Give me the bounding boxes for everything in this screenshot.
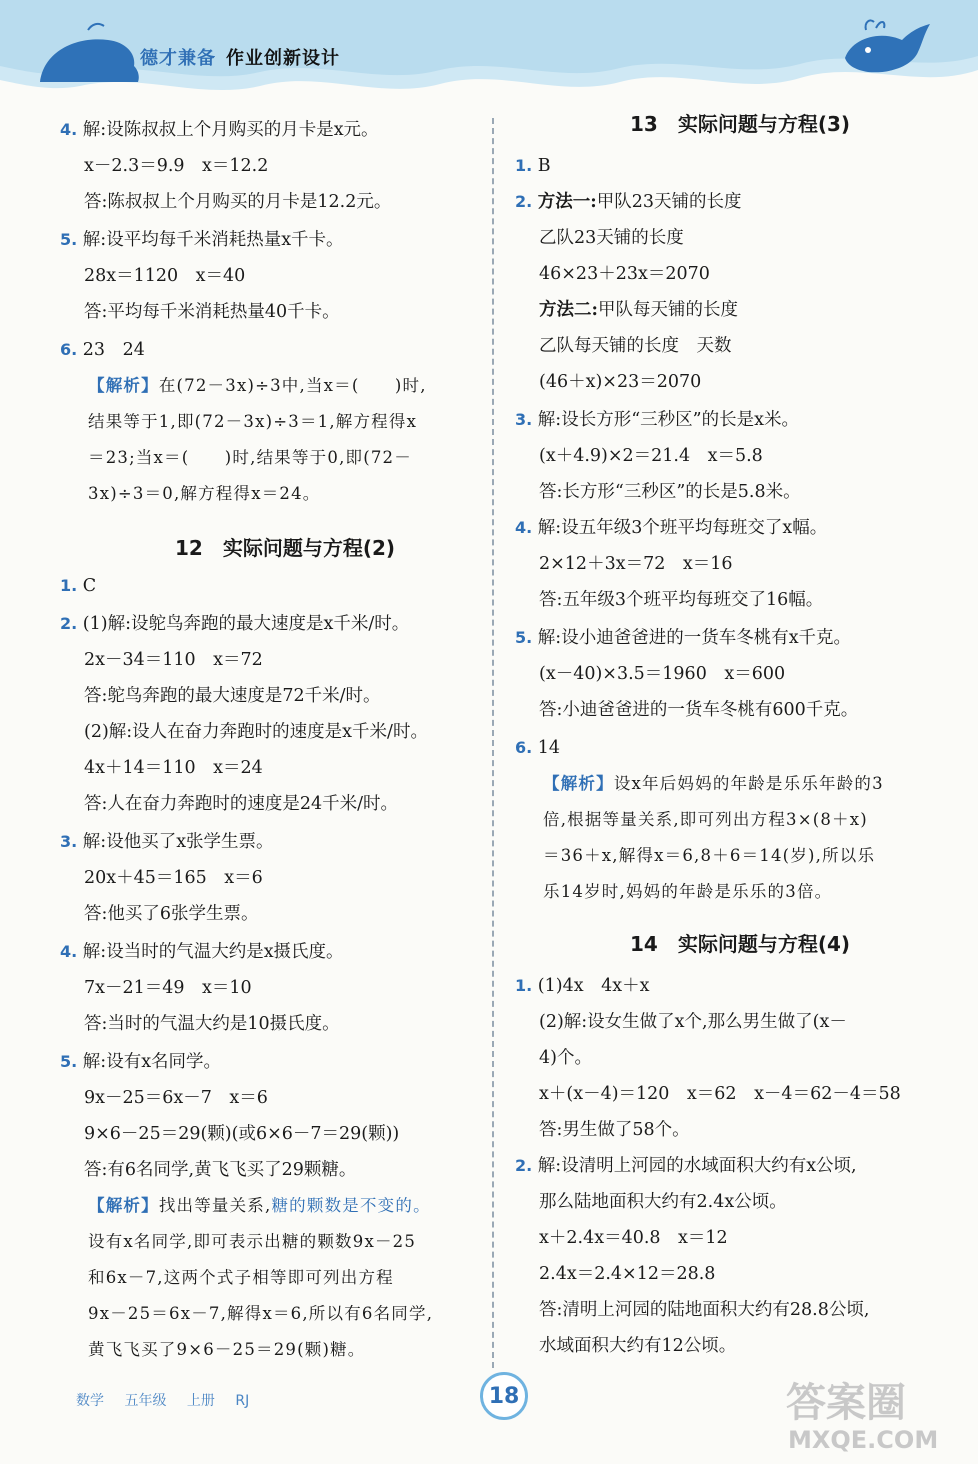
- right-line: [539, 370, 701, 394]
- line-text: 23 24: [82, 340, 145, 360]
- right-line: [515, 626, 851, 650]
- method-label: 方法二:: [539, 300, 598, 320]
- question-number: 2.: [60, 614, 78, 633]
- line-text: 结果等于1,即(72－3x)÷3＝1,解方程得x: [88, 412, 418, 431]
- question-number: 4.: [60, 942, 78, 961]
- page-number: 18: [480, 1372, 528, 1420]
- right-line: [539, 1334, 736, 1358]
- right-line: [543, 880, 832, 904]
- footer-subject: 数学: [76, 1393, 104, 1409]
- line-text: 答:清明上河园的陆地面积大约有28.8公顷,: [539, 1300, 870, 1320]
- line-text: 解:设陈叔叔上个月购买的月卡是x元。: [82, 120, 379, 140]
- analysis-tag: 【解析】: [88, 1196, 159, 1215]
- question-number: 3.: [60, 832, 78, 851]
- left-line: [84, 1122, 399, 1146]
- left-line: [88, 1338, 366, 1362]
- right-line: [539, 662, 785, 686]
- line-text: 乐14岁时,妈妈的年龄是乐乐的3倍。: [543, 882, 833, 901]
- watermark-text: 答案圈: [786, 1380, 906, 1426]
- left-line: [88, 1266, 394, 1290]
- right-line: [539, 552, 732, 576]
- right-line: [539, 298, 738, 322]
- right-line: [515, 736, 560, 760]
- line-text: (46＋x)×23＝2070: [539, 372, 702, 392]
- line-text: 解:设五年级3个班平均每班交了x幅。: [537, 518, 828, 538]
- line-text: 黄飞飞买了9×6－25＝29(颗)糖。: [88, 1340, 366, 1359]
- right-line: [539, 1226, 728, 1250]
- line-text: 答:有6名同学,黄飞飞买了29颗糖。: [84, 1160, 357, 1180]
- line-text: 答:五年级3个班平均每班交了16幅。: [539, 590, 824, 610]
- question-number: 1.: [515, 156, 533, 175]
- question-number: 3.: [515, 410, 533, 429]
- right-line: [515, 190, 742, 214]
- line-text: 4)个。: [539, 1048, 592, 1068]
- left-line: [60, 228, 344, 252]
- line-text: ＝23;当x＝( )时,结果等于0,即(72－: [88, 448, 412, 467]
- left-line: [84, 792, 398, 816]
- page-header: [0, 0, 978, 96]
- line-text: 答:人在奋力奔跑时的速度是24千米/时。: [84, 794, 399, 814]
- left-line: [84, 300, 340, 324]
- line-text: 答:陈叔叔上个月购买的月卡是12.2元。: [84, 192, 392, 212]
- line-text: 答:鸵鸟奔跑的最大速度是72千米/时。: [84, 686, 381, 706]
- left-line: [84, 1086, 268, 1110]
- line-text: 甲队23天铺的长度: [596, 192, 742, 212]
- line-text: 20x＋45＝165 x＝6: [84, 868, 263, 888]
- left-line: [84, 756, 263, 780]
- left-line: [60, 574, 96, 598]
- line-text: 那么陆地面积大约有2.4x公顷。: [539, 1192, 787, 1212]
- right-line: [539, 226, 684, 250]
- question-number: 2.: [515, 192, 533, 211]
- line-text: (2)解:设人在奋力奔跑时的速度是x千米/时。: [84, 722, 428, 742]
- line-text: 答:平均每千米消耗热量40千卡。: [84, 302, 340, 322]
- line-text: 和6x－7,这两个式子相等即可列出方程: [88, 1268, 394, 1287]
- question-number: 5.: [60, 1052, 78, 1071]
- right-line: [543, 844, 875, 868]
- left-line: [84, 720, 428, 744]
- line-text: (2)解:设女生做了x个,那么男生做了(x－: [539, 1012, 847, 1032]
- question-number: 6.: [515, 738, 533, 757]
- left-line: [60, 940, 344, 964]
- right-line: [515, 974, 649, 998]
- line-text: 9x－25＝6x－7 x＝6: [84, 1088, 268, 1108]
- line-text: 2.4x＝2.4×12＝28.8: [539, 1264, 716, 1284]
- right-line: [539, 334, 732, 358]
- section-title: 13 实际问题与方程(3): [629, 112, 851, 136]
- right-line: [539, 1082, 901, 1106]
- line-text: 解:设长方形“三秒区”的长是x米。: [537, 410, 799, 430]
- question-number: 2.: [515, 1156, 533, 1175]
- line-text: 2×12＋3x＝72 x＝16: [539, 554, 733, 574]
- line-text: x＋2.4x＝40.8 x＝12: [539, 1228, 728, 1248]
- left-line: [88, 1230, 416, 1254]
- question-number: 6.: [60, 340, 78, 359]
- question-number: 4.: [515, 518, 533, 537]
- line-text: 答:长方形“三秒区”的长是5.8米。: [539, 482, 801, 502]
- right-line: [539, 444, 763, 468]
- footer-info: [76, 1390, 265, 1410]
- left-line: [88, 374, 427, 398]
- line-text: 倍,根据等量关系,即可列出方程3×(8＋x): [543, 810, 868, 829]
- left-line: [84, 190, 391, 214]
- right-line: [539, 1010, 847, 1034]
- left-line: [60, 118, 379, 142]
- line-text: 2x－34＝110 x＝72: [84, 650, 263, 670]
- line-text: 在(72－3x)÷3中,当x＝( )时,: [158, 376, 427, 395]
- line-text: (1)解:设鸵鸟奔跑的最大速度是x千米/时。: [82, 614, 410, 634]
- question-number: 4.: [60, 120, 78, 139]
- left-line: [84, 1012, 340, 1036]
- line-text: 28x＝1120 x＝40: [84, 266, 246, 286]
- line-text: 乙队23天铺的长度: [539, 228, 684, 248]
- line-text: (x＋4.9)×2＝21.4 x＝5.8: [539, 446, 763, 466]
- line-text: 解:设清明上河园的水域面积大约有x公顷,: [537, 1156, 857, 1176]
- line-text: 14: [537, 738, 561, 758]
- right-line: [539, 262, 710, 286]
- left-line: [84, 976, 252, 1000]
- left-line: [60, 612, 409, 636]
- line-text: 7x－21＝49 x＝10: [84, 978, 252, 998]
- line-text: 设有x名同学,即可表示出糖的颗数9x－25: [88, 1232, 417, 1251]
- line-text: x＋(x－4)＝120 x＝62 x－4＝62－4＝58: [539, 1084, 901, 1104]
- right-line: [539, 1298, 869, 1322]
- line-text: (1)4x 4x＋x: [537, 976, 650, 996]
- line-text: 乙队每天铺的长度 天数: [539, 336, 732, 356]
- footer-volume: 上册: [186, 1393, 215, 1409]
- column-divider: [492, 118, 494, 1368]
- right-line: [539, 1118, 690, 1142]
- left-line: [88, 1302, 433, 1326]
- right-line: [539, 698, 858, 722]
- line-text: 9×6－25＝29(颗)(或6×6－7＝29(颗)): [84, 1124, 400, 1144]
- question-number: 5.: [515, 628, 533, 647]
- question-number: 1.: [60, 576, 78, 595]
- section-title: 14 实际问题与方程(4): [629, 932, 851, 956]
- right-line: [515, 408, 799, 432]
- left-line: [84, 264, 245, 288]
- line-text: 46×23＋23x＝2070: [539, 264, 710, 284]
- line-text: 水域面积大约有12公顷。: [539, 1336, 737, 1356]
- line-text: 答:当时的气温大约是10摄氏度。: [84, 1014, 340, 1034]
- line-text: 答:他买了6张学生票。: [84, 904, 259, 924]
- right-line: [539, 1262, 715, 1286]
- line-text: 9x－25＝6x－7,解得x＝6,所以有6名同学,: [88, 1304, 434, 1323]
- analysis-tag: 【解析】: [88, 376, 159, 395]
- left-line: [88, 482, 321, 506]
- line-text: B: [537, 156, 551, 176]
- line-text: 设x年后妈妈的年龄是乐乐年龄的3: [613, 774, 884, 793]
- right-line: [539, 1046, 592, 1070]
- right-line: [515, 516, 827, 540]
- left-line: [84, 648, 263, 672]
- line-text: 解:设平均每千米消耗热量x千卡。: [82, 230, 344, 250]
- left-line: [60, 830, 274, 854]
- line-text: 解:设他买了x张学生票。: [82, 832, 274, 852]
- left-line: [84, 154, 268, 178]
- watermark-url: MXQE.COM: [788, 1426, 939, 1454]
- left-line: [84, 866, 263, 890]
- left-line: [88, 446, 412, 470]
- watermark-logo: [782, 1370, 962, 1454]
- question-number: 1.: [515, 976, 533, 995]
- left-line: [60, 338, 145, 362]
- line-text: x－2.3＝9.9 x＝12.2: [84, 156, 269, 176]
- line-text: ＝36＋x,解得x＝6,8＋6＝14(岁),所以乐: [543, 846, 876, 865]
- line-text: 答:小迪爸爸进的一货车冬桃有600千克。: [539, 700, 859, 720]
- section-title: 12 实际问题与方程(2): [174, 536, 396, 560]
- left-line: [88, 1194, 431, 1218]
- line-text: C: [82, 576, 97, 596]
- right-line: [543, 808, 868, 832]
- right-line: [515, 154, 551, 178]
- left-line: [88, 410, 417, 434]
- right-line: [539, 480, 801, 504]
- left-line: [84, 1158, 356, 1182]
- method-label: 方法一:: [537, 192, 597, 212]
- line-text: 解:设有x名同学。: [82, 1052, 222, 1072]
- brand-title: 德才兼备 作业创新设计: [140, 48, 340, 69]
- highlight-text: 糖的颗数是不变的。: [271, 1196, 431, 1215]
- line-text: 解:设当时的气温大约是x摄氏度。: [82, 942, 344, 962]
- line-text: 答:男生做了58个。: [539, 1120, 690, 1140]
- footer-grade: 五年级: [124, 1393, 167, 1409]
- line-text: 3x)÷3＝0,解方程得x＝24。: [88, 484, 321, 503]
- left-line: [60, 1050, 221, 1074]
- line-text: 找出等量关系,: [158, 1196, 272, 1215]
- right-line: [539, 588, 823, 612]
- line-text: 解:设小迪爸爸进的一货车冬桃有x千克。: [537, 628, 852, 648]
- right-line: [515, 1154, 857, 1178]
- right-line: [543, 772, 884, 796]
- left-line: [84, 902, 259, 926]
- line-text: 甲队每天铺的长度: [597, 300, 738, 320]
- footer-edition: RJ: [235, 1393, 250, 1409]
- right-line: [539, 1190, 787, 1214]
- left-line: [84, 684, 381, 708]
- analysis-tag: 【解析】: [543, 774, 614, 793]
- line-text: 4x＋14＝110 x＝24: [84, 758, 263, 778]
- question-number: 5.: [60, 230, 78, 249]
- line-text: (x－40)×3.5＝1960 x＝600: [539, 664, 786, 684]
